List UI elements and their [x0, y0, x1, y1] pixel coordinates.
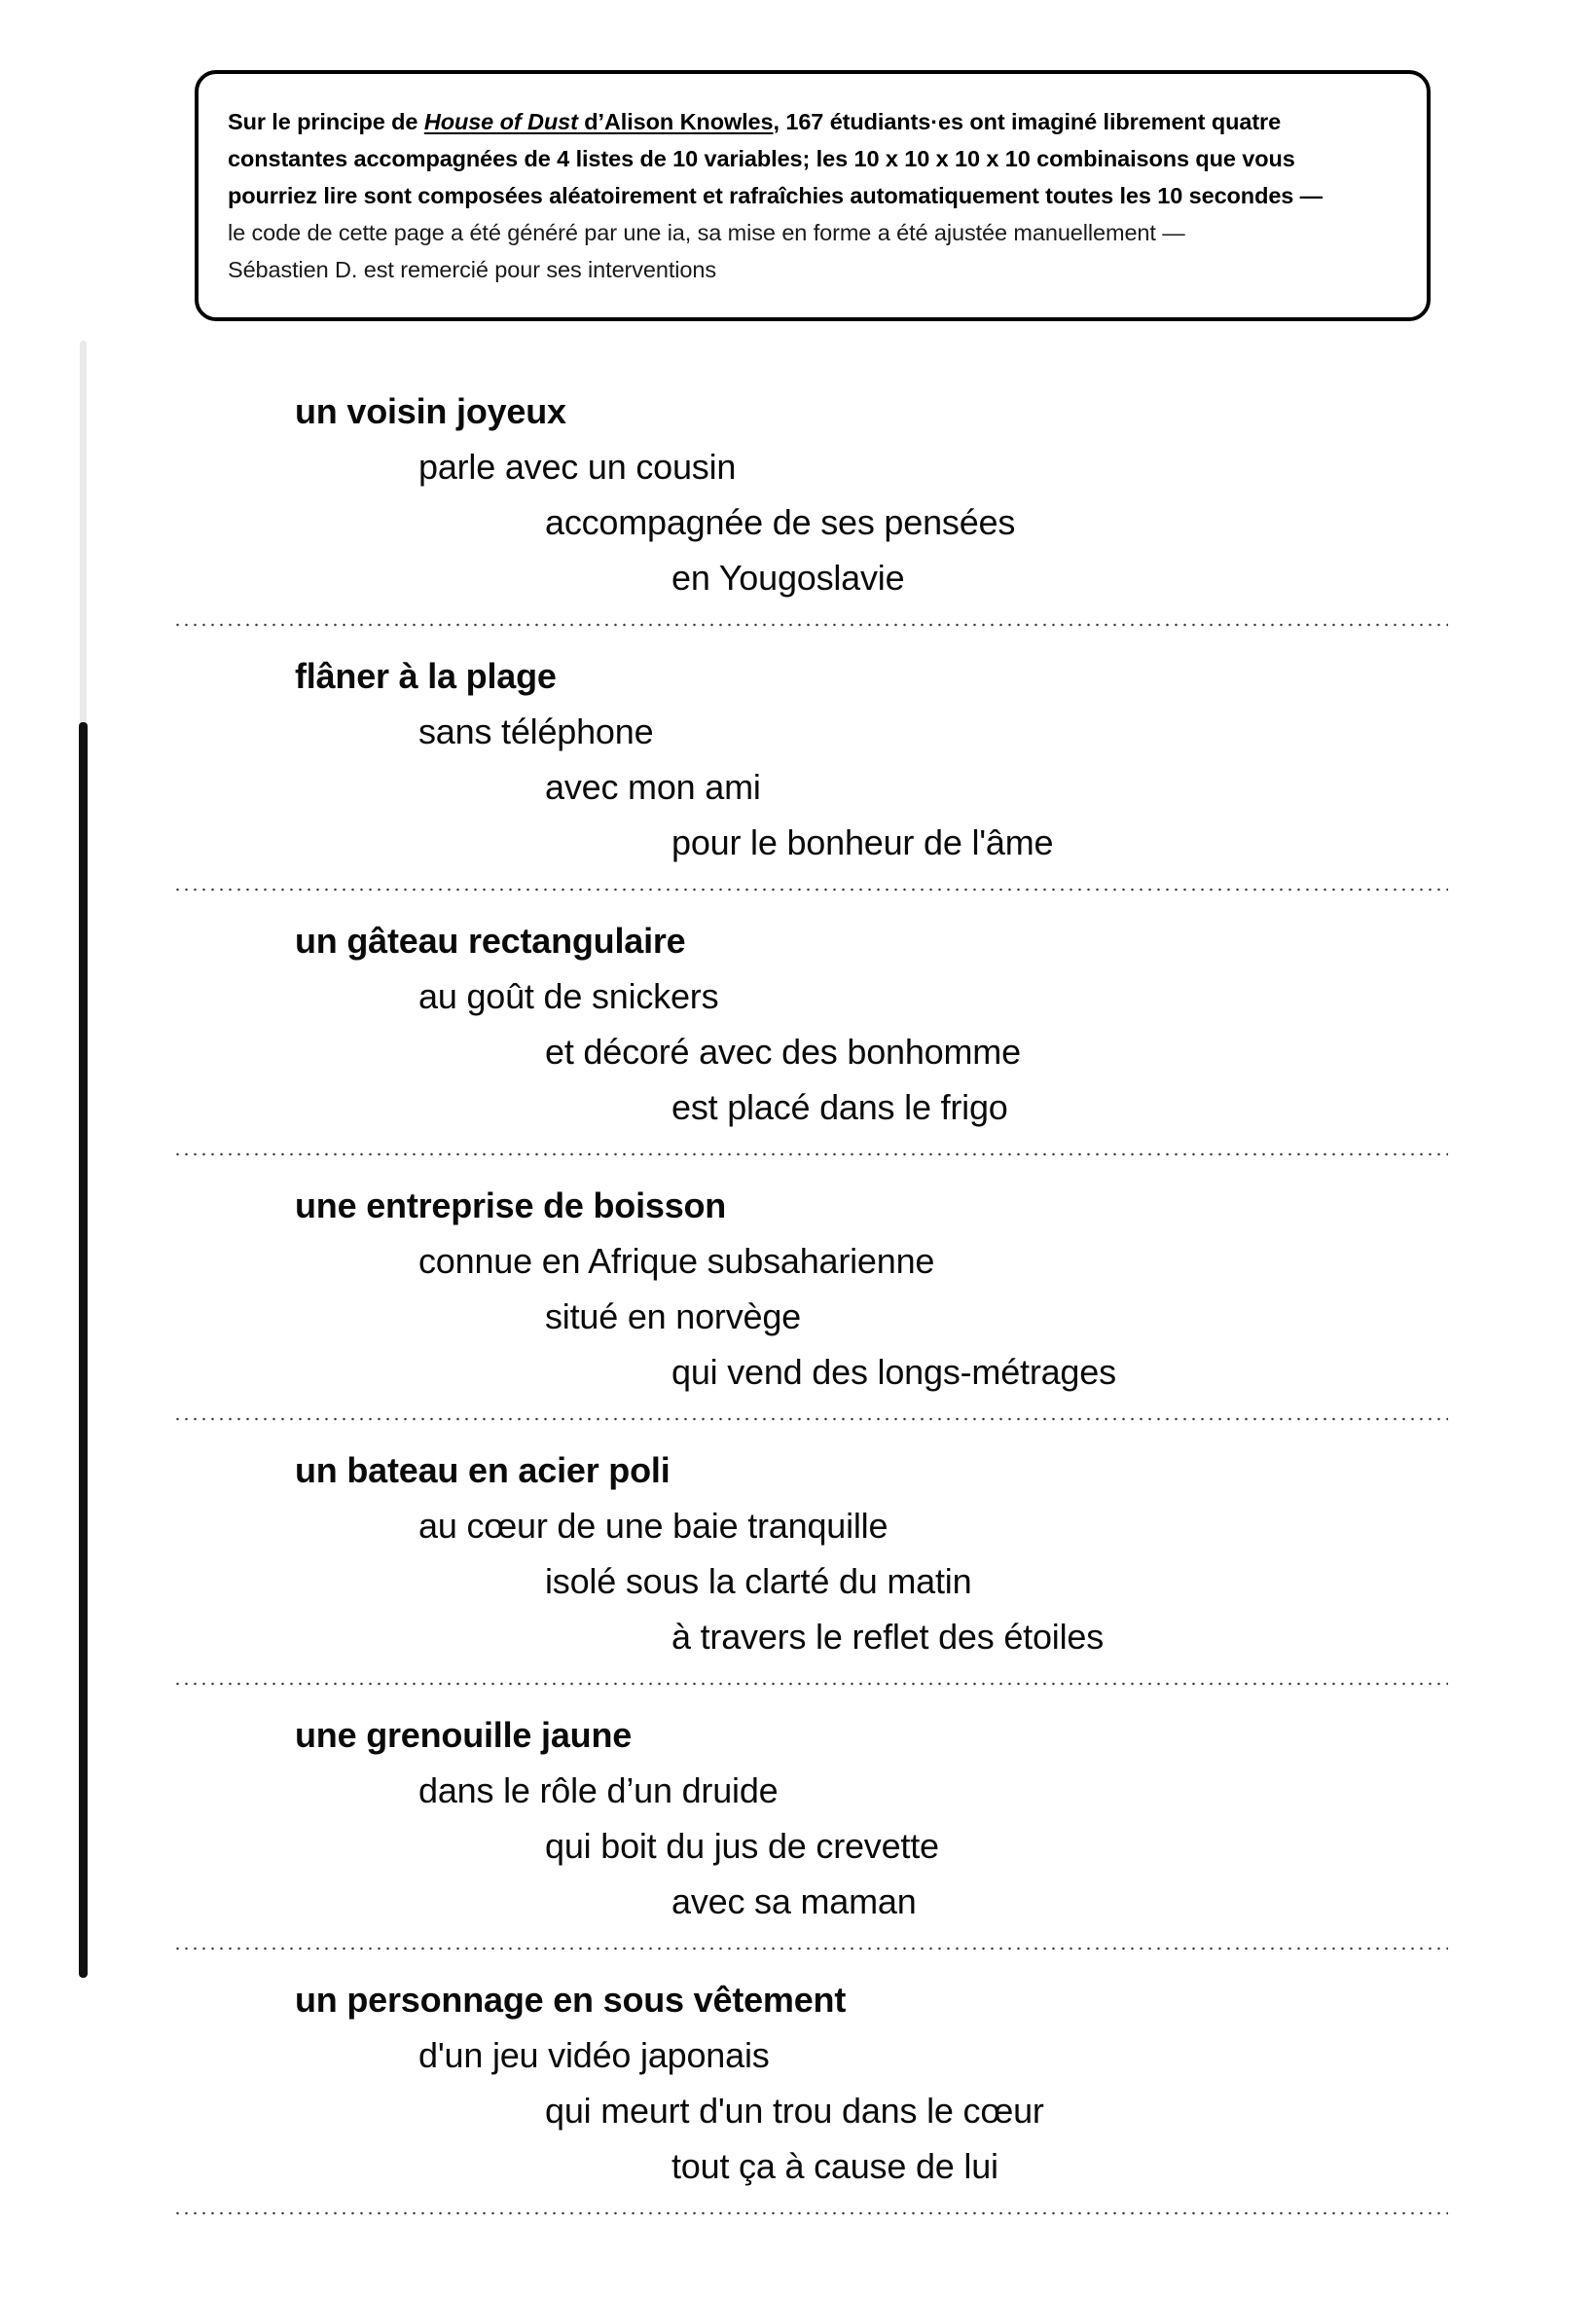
stanza-variable-line: accompagnée de ses pensées: [545, 502, 1016, 542]
stanza-variable-line: à travers le reflet des étoiles: [671, 1617, 1105, 1657]
stanza-constant-line: un personnage en sous vêtement: [295, 1980, 847, 2020]
intro-note-line: [228, 109, 1281, 134]
stanza-constant-line: un voisin joyeux: [295, 391, 566, 431]
stanza-variable-line: d'un jeu vidéo japonais: [418, 2035, 770, 2075]
poem-stanza: [0, 1421, 1596, 1682]
intro-note-line: [228, 183, 1323, 208]
intro-note-box: [195, 70, 1431, 321]
stanza-variable-line: qui vend des longs-métrages: [671, 1352, 1116, 1392]
stanza-variable-line: sans téléphone: [418, 711, 654, 751]
stanza-variable-line: tout ça à cause de lui: [671, 2146, 998, 2186]
stanza-variable-line: au cœur de une baie tranquille: [418, 1506, 889, 1546]
intro-note-segment: constantes accompagnées de 4 listes de 10 variables; les 10 x 10 x 10 x 10 combinaisons que vous: [228, 146, 1295, 171]
stanza-variable-line: isolé sous la clarté du matin: [545, 1561, 972, 1601]
intro-note-segment: pourriez lire sont composées aléatoirement et rafraîchies automatiquement toutes les 10 secondes —: [228, 183, 1324, 208]
stanza-variable-line: pour le bonheur de l'âme: [671, 822, 1054, 862]
stanza-variable-line: qui meurt d'un trou dans le cœur: [545, 2091, 1044, 2131]
poem-stanza: [0, 1156, 1596, 1417]
stanza-variable-line: connue en Afrique subsaharienne: [418, 1241, 935, 1281]
intro-note-line: [228, 220, 1185, 245]
stanza-constant-line: une entreprise de boisson: [295, 1185, 727, 1225]
stanza-variable-line: situé en norvège: [545, 1296, 801, 1336]
stanza-separator: [173, 2211, 1448, 2215]
intro-note-line: [228, 146, 1295, 171]
poem-stanza: [0, 627, 1596, 888]
stanza-variable-line: avec sa maman: [671, 1881, 917, 1921]
stanza-constant-line: une grenouille jaune: [295, 1715, 633, 1755]
poem-stanza: [0, 362, 1596, 623]
stanza-variable-line: parle avec un cousin: [418, 447, 737, 487]
poem-stanza: [0, 1686, 1596, 1947]
stanza-constant-line: flâner à la plage: [295, 656, 557, 696]
intro-note-segment: , 167 étudiants·es ont imaginé librement quatre: [773, 109, 1282, 134]
stanza-variable-line: en Yougoslavie: [671, 558, 905, 598]
author-name-alison-knowles: d’Alison Knowles: [577, 109, 774, 134]
stanza-variable-line: avec mon ami: [545, 767, 761, 807]
intro-note-text: [228, 103, 1394, 288]
stanza-variable-line: et décoré avec des bonhomme: [545, 1032, 1021, 1072]
intro-note-segment: Sur le principe de: [228, 109, 424, 134]
intro-note-line: [228, 257, 716, 282]
stanza-constant-line: un gâteau rectangulaire: [295, 921, 686, 961]
stanza-variable-line: dans le rôle d’un druide: [418, 1770, 779, 1810]
intro-note-segment: le code de cette page a été généré par une ia, sa mise en forme a été ajustée manuellement —: [228, 220, 1185, 245]
poem-stanza: [0, 892, 1596, 1152]
intro-note-segment: Sébastien D. est remercié pour ses interventions: [228, 257, 716, 282]
stanza-variable-line: au goût de snickers: [418, 976, 719, 1016]
stanza-variable-line: qui boit du jus de crevette: [545, 1826, 939, 1866]
stanza-variable-line: est placé dans le frigo: [671, 1087, 1008, 1127]
work-title-house-of-dust: House of Dust: [423, 109, 578, 134]
poem-stanza: [0, 1951, 1596, 2211]
stanza-constant-line: un bateau en acier poli: [295, 1450, 671, 1490]
poem-container: [0, 362, 1596, 2215]
